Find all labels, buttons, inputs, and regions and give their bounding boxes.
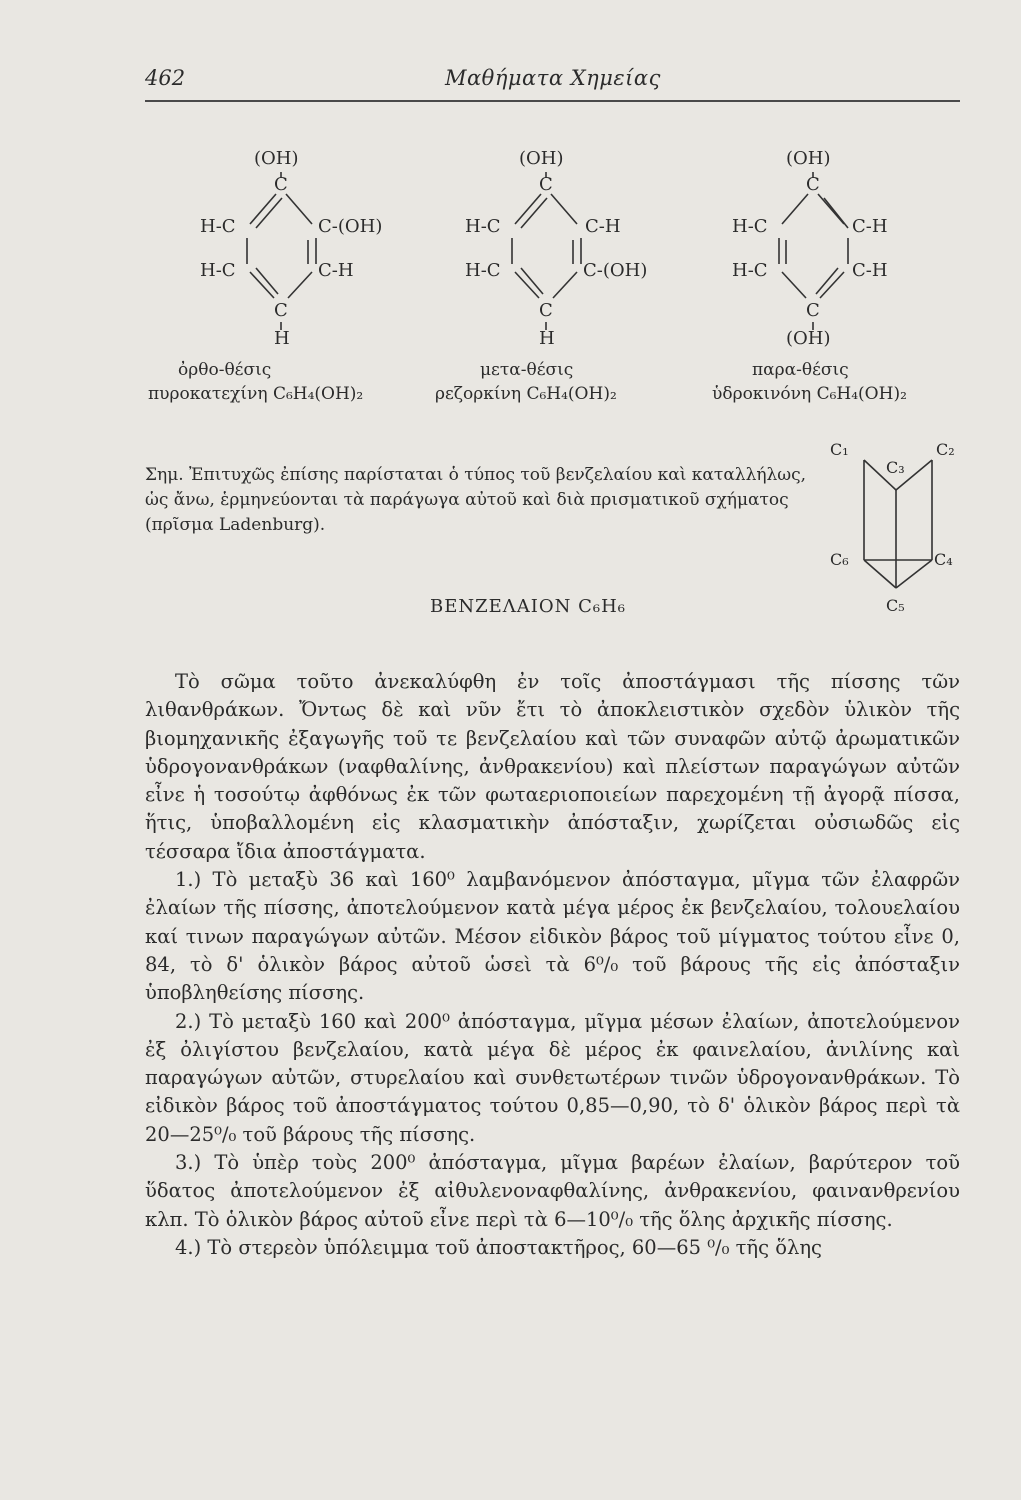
running-head [145, 66, 960, 100]
prism-c2: C₂ [936, 440, 955, 459]
substituent-top: (OH) [254, 148, 299, 169]
left-lower-group: H-C [732, 260, 768, 281]
ladenburg-prism [830, 438, 970, 628]
position-name-ortho: ὀρθο-θέσις [178, 360, 272, 380]
left-upper-group: H-C [465, 216, 501, 237]
paragraph: 1.) Τὸ μεταξὺ 36 καὶ 160⁰ λαμβανόμενον ἀπόσταγμα, μῖγμα τῶν ἐλαφρῶν ἐλαίων τῆς πίσσης, ἀποτελούμενον κατὰ μέγα μέρος ἐκ βενζελαίου, τολουελαίου καί τινων παραγώγων αὐτῶν. Μέσον εἰδικὸν βάρος τοῦ μίγματος τούτου εἶνε 0, 84, τὸ δ' ὁλικὸν βάρος αὐτοῦ ὡσεὶ τὰ 6⁰/₀ τοῦ βάρους τῆς εἰς ἀπόσταξιν ὑποβληθείσης πίσσης. [145, 868, 960, 1005]
benzene-ring-meta [465, 148, 685, 358]
substituent-top: (OH) [786, 148, 831, 169]
running-title: Μαθήματα Χημείας [445, 66, 661, 90]
substituent-bottom: H [274, 328, 290, 349]
prism-c5: C₅ [886, 596, 905, 615]
position-name-para: παρα-θέσις [752, 360, 849, 380]
substituent-bottom: H [539, 328, 555, 349]
carbon-top: C [806, 174, 820, 195]
right-lower-group: C-H [318, 260, 354, 281]
carbon-bottom: C [539, 300, 553, 321]
right-lower-group: C-(OH) [583, 260, 648, 281]
structure-para [732, 148, 952, 358]
note-text: Σημ. Ἐπιτυχῶς ἐπίσης παρίσταται ὁ τύπος τοῦ βενζελαίου καὶ καταλλήλως, ὡς ἄνω, ἑρμηνεύονται τὰ παράγωγα αὐτοῦ καὶ διὰ πρισματικοῦ σχήματος (πρῖσμα Ladenburg). [145, 465, 807, 535]
carbon-bottom: C [274, 300, 288, 321]
prism-c1: C₁ [830, 440, 849, 459]
position-name-meta: μετα-θέσις [480, 360, 574, 380]
body-text [145, 668, 960, 1262]
left-lower-group: H-C [465, 260, 501, 281]
left-upper-group: H-C [200, 216, 236, 237]
right-upper-group: C-H [852, 216, 888, 237]
prism-c4: C₄ [934, 550, 953, 569]
benzene-ring-ortho [200, 148, 420, 358]
left-upper-group: H-C [732, 216, 768, 237]
substituent-bottom: (OH) [786, 328, 831, 349]
compound-para: ὑδροκινόνη C₆H₄(OH)₂ [712, 384, 907, 404]
carbon-top: C [274, 174, 288, 195]
prism-c3: C₃ [886, 458, 905, 477]
paragraph: 4.) Τὸ στερεὸν ὑπόλειμμα τοῦ ἀποστακτῆρος, 60—65 ⁰/₀ τῆς ὅλης [175, 1235, 822, 1259]
paragraph: 2.) Τὸ μεταξὺ 160 καὶ 200⁰ ἀπόσταγμα, μῖγμα μέσων ἐλαίων, ἀποτελούμενον ἐξ ὀλιγίστου βενζελαίου, κατὰ μέγα δὲ μέρος ἐκ φαινελαίου, ἀνιλίνης καὶ παραγώγων αὐτῶν, στυρελαίου καὶ συνθετωτέρων τινῶν ὑδρογονανθράκων. Τὸ εἰδικὸν βάρος τοῦ ἀποστάγματος τούτου 0,85—0,90, τὸ δ' ὁλικὸν βάρος περὶ τὰ 20—25⁰/₀ τοῦ βάρους τῆς πίσσης. [145, 1009, 960, 1146]
benzene-ring-para [732, 148, 952, 358]
header-rule [145, 100, 960, 102]
compound-ortho: πυροκατεχίνη C₆H₄(OH)₂ [148, 384, 364, 404]
page-number: 462 [145, 66, 186, 90]
paragraph: Τὸ σῶμα τοῦτο ἀνεκαλύφθη ἐν τοῖς ἀποστάγμασι τῆς πίσσης τῶν λιθανθράκων. Ὄντως δὲ καὶ νῦν ἔτι τὸ ἀποκλειστικὸν σχεδὸν ὑλικὸν τῆς βιομηχανικῆς ἐξαγωγῆς τοῦ τε βενζελαίου καὶ τῶν συναφῶν αὐτῷ ἀρωματικῶν ὑδρογονανθράκων (ναφθαλίνης, ἀνθρακενίου) καὶ πλείστων παραγώγων αὐτῶν εἶνε ἡ τοσούτῳ ἀφθόνως ἐκ τῶν φωταεριοποιείων παρεχομένη τῇ ἀγορᾷ πίσσα, ἥτις, ὑποβαλλομένη εἰς κλασματικὴν ἀπόσταξιν, χωρίζεται οὐσιωδῶς εἰς τέσσαρα ἴδια ἀποστάγματα. [145, 670, 960, 863]
prism-c6: C₆ [830, 550, 849, 569]
section-heading: ΒΕΝΖΕΛΑΙΟΝ C₆H₆ [430, 596, 627, 617]
structure-meta [465, 148, 685, 358]
right-lower-group: C-H [852, 260, 888, 281]
carbon-top: C [539, 174, 553, 195]
right-upper-group: C-H [585, 216, 621, 237]
right-upper-group: C-(OH) [318, 216, 383, 237]
carbon-bottom: C [806, 300, 820, 321]
paragraph: 3.) Τὸ ὑπὲρ τοὺς 200⁰ ἀπόσταγμα, μῖγμα βαρέων ἐλαίων, βαρύτερον τοῦ ὕδατος ἀποτελούμενον ἐξ αἰθυλενοναφθαλίνης, ἀνθρακενίου, φαινανθρενίου κλπ. Τὸ ὁλικὸν βάρος αὐτοῦ εἶνε περὶ τὰ 6—10⁰/₀ τῆς ὅλης ἀρχικῆς πίσσης. [145, 1151, 960, 1231]
left-lower-group: H-C [200, 260, 236, 281]
substituent-top: (OH) [519, 148, 564, 169]
compound-meta: ρεζορκίνη C₆H₄(OH)₂ [435, 384, 617, 404]
note [145, 463, 810, 538]
structure-ortho [200, 148, 420, 358]
